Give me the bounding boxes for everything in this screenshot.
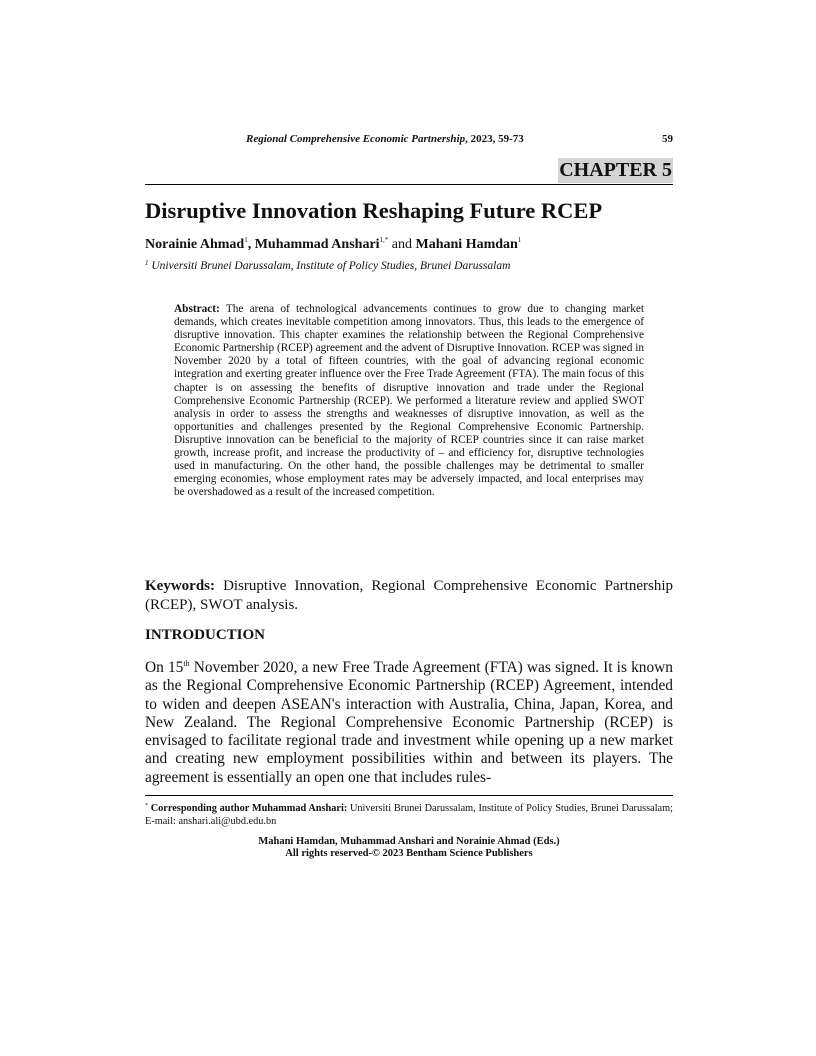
journal-details: , 2023, 59-73: [465, 133, 524, 145]
footnote: [145, 800, 673, 828]
author-affiliation-mark: 1: [244, 236, 248, 244]
footer-editors: Mahani Hamdan, Muhammad Anshari and Norainie Ahmad (Eds.): [258, 836, 560, 847]
footnote-divider: [145, 795, 673, 796]
author-list: [145, 236, 521, 253]
author-name: Mahani Hamdan: [415, 237, 518, 252]
chapter-title: Disruptive Innovation Reshaping Future RCEP: [145, 198, 603, 223]
journal-name: Regional Comprehensive Economic Partnership: [246, 133, 466, 145]
page-number: 59: [662, 133, 673, 145]
author-separator: ,: [247, 237, 255, 252]
intro-text-rest: November 2020, a new Free Trade Agreement (FTA) was signed. It is known as the Regional Comprehensive Economic Partnership (RCEP) Agreement, intended to widen and deepen ASEAN's interaction with Australia, China, Japan, Korea, and New Zealand. The Regional Comprehensive Economic Partnership (RCEP) is envisaged to facilitate regional trade and investment while opening up a new market and creating new employment possibilities within and between its players. The agreement is essentially an open one that includes rules-: [145, 659, 673, 786]
footnote-label: Corresponding author Muhammad Anshari:: [148, 803, 348, 814]
chapter-header: [145, 158, 673, 185]
introduction-paragraph: [145, 655, 673, 787]
keywords: [145, 577, 673, 615]
author-name: Muhammad Anshari: [254, 237, 380, 252]
page-footer: [145, 836, 673, 861]
keywords-text: Disruptive Innovation, Regional Comprehensive Economic Partnership (RCEP), SWOT analysis.: [145, 578, 673, 613]
author-affiliation-mark: 1,*: [379, 236, 389, 244]
footnote-mark: *: [145, 803, 148, 809]
running-head: [145, 133, 673, 149]
running-title: [246, 133, 524, 145]
affiliation-mark: 1: [145, 259, 149, 267]
author-affiliation-mark: 1: [517, 236, 522, 244]
affiliation-text: Universiti Brunei Darussalam, Institute of Policy Studies, Brunei Darussalam: [148, 260, 511, 272]
abstract: [174, 303, 644, 499]
ordinal-suffix: th: [183, 659, 190, 668]
abstract-label: Abstract:: [174, 303, 220, 315]
keywords-label: Keywords:: [145, 578, 215, 594]
footer-copyright: All rights reserved-© 2023 Bentham Science Publishers: [285, 848, 533, 860]
chapter-label: CHAPTER 5: [559, 159, 672, 181]
section-heading: INTRODUCTION: [145, 627, 266, 643]
author-separator: and: [388, 237, 416, 252]
affiliation: [145, 259, 510, 272]
author-name: Norainie Ahmad: [145, 237, 245, 252]
intro-text-start: On 15: [145, 659, 184, 676]
footnote-text: Universiti Brunei Darussalam, Institute of Policy Studies, Brunei Darussalam; E-mail: anshari.ali@ubd.edu.bn: [145, 803, 673, 827]
abstract-text: The arena of technological advancements continues to grow due to changing market demands, which creates inevitable competition among innovators. Thus, this leads to the emergence of disruptive innovation. This chapter examines the relationship between the Regional Comprehensive Economic Partnership (RCEP) agreement and the advent of Disruptive Innovation. RCEP was signed in November 2020 by a total of fifteen countries, with the goal of advancing regional economic integration and exerting greater influence over the Free Trade Agreement (FTA). The main focus of this chapter is on assessing the benefits of disruptive innovation and trade under the Regional Comprehensive Economic Partnership (RCEP). We performed a literature review and applied SWOT analysis in order to assess the strengths and weaknesses of disruptive innovation, as well as the opportunities and challenges presented by the Regional Comprehensive Economic Partnership. Disruptive innovation can be beneficial to the majority of RCEP countries since it can raise market growth, increase profit, and increase the productivity of – and efficiency for, disruptive technologies used in manufacturing. On the other hand, the possible challenges may be detrimental to smaller emerging economies, whose employment rates may be adversely impacted, and local enterprises may be overshadowed as a result of the increased competition.: [174, 303, 644, 499]
